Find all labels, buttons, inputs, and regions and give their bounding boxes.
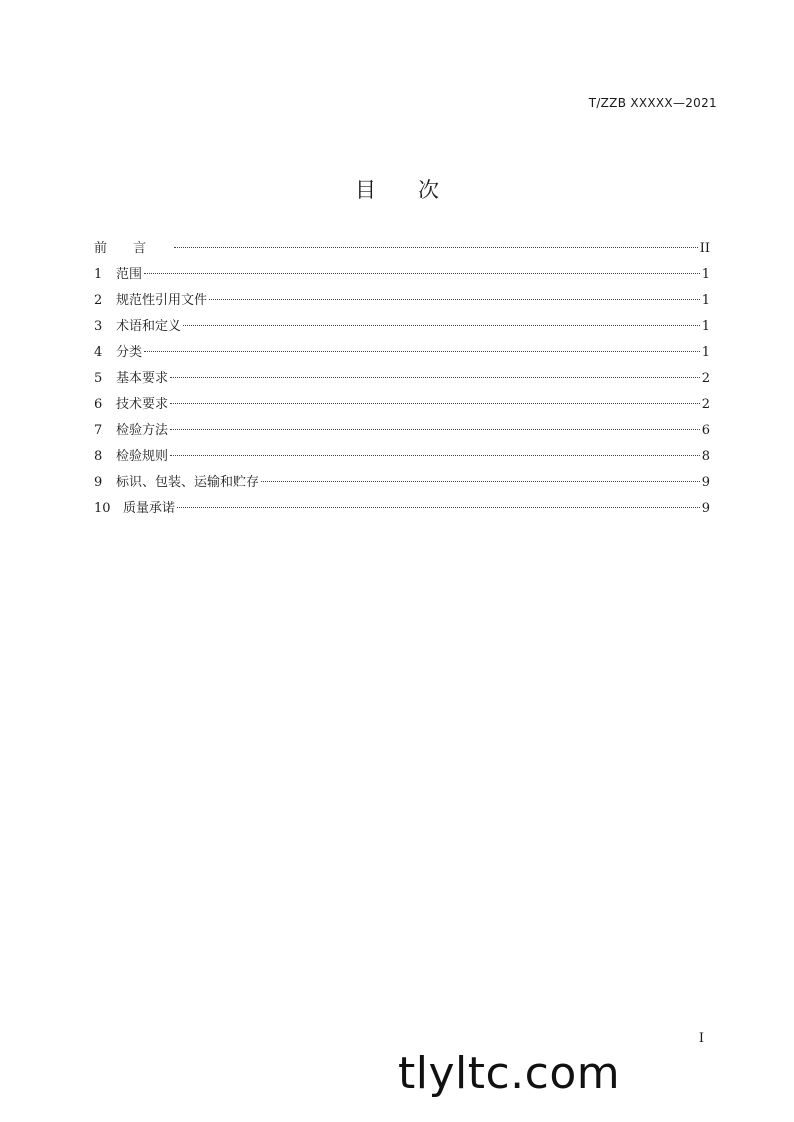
toc-entry-label: 检验规则 (116, 449, 169, 464)
toc-leader-dots (209, 299, 700, 300)
toc-entry-scope[interactable] (94, 262, 710, 288)
toc-leader-dots (170, 377, 700, 378)
toc-entry-label: 技术要求 (116, 397, 169, 412)
toc-entry-number: 4 (94, 345, 103, 360)
toc-entry-label: 质量承诺 (123, 501, 176, 516)
toc-entry-page: 8 (701, 449, 710, 464)
toc-leader-dots (170, 429, 700, 430)
page-number: I (698, 1031, 704, 1046)
toc-entry-page: 1 (701, 293, 710, 308)
toc-entry-page: 1 (701, 319, 710, 334)
toc-leader-dots (261, 481, 700, 482)
toc-leader-dots (170, 403, 700, 404)
toc-entry-terms-definitions[interactable] (94, 314, 710, 340)
toc-entry-page: 2 (701, 397, 710, 412)
toc-entry-number: 6 (94, 397, 103, 412)
toc-leader-dots (174, 247, 698, 248)
toc-entry-technical-requirements[interactable] (94, 392, 710, 418)
toc-entry-test-methods[interactable] (94, 418, 710, 444)
toc-entry-label: 范围 (116, 267, 143, 282)
toc-entry-number: 1 (94, 267, 103, 282)
toc-entry-page: 6 (701, 423, 710, 438)
toc-entry-page: 1 (701, 345, 710, 360)
toc-entry-label: 标识、包装、运输和贮存 (116, 475, 260, 490)
toc-entry-marking-packaging[interactable] (94, 470, 710, 496)
toc-entry-number: 8 (94, 449, 103, 464)
toc-entry-quality-commitment[interactable] (94, 496, 710, 522)
toc-entry-number: 2 (94, 293, 103, 308)
toc-entry-number: 10 (94, 501, 111, 516)
toc-entry-label: 基本要求 (116, 371, 169, 386)
toc-entry-label: 规范性引用文件 (116, 293, 208, 308)
toc-entry-label: 前言 (94, 241, 173, 256)
toc-entry-normative-references[interactable] (94, 288, 710, 314)
toc-entry-classification[interactable] (94, 340, 710, 366)
toc-entry-label: 分类 (116, 345, 143, 360)
toc-entry-number: 7 (94, 423, 103, 438)
toc-entry-number: 3 (94, 319, 103, 334)
toc-entry-page: 9 (701, 475, 710, 490)
toc-entry-page: II (699, 241, 710, 256)
toc-entry-label: 检验方法 (116, 423, 169, 438)
toc-entry-number: 5 (94, 371, 103, 386)
document-code: T/ZZB XXXXX—2021 (588, 96, 717, 110)
toc-entry-page: 9 (701, 501, 710, 516)
toc-entry-foreword[interactable] (94, 236, 710, 262)
toc-leader-dots (177, 507, 700, 508)
toc-entry-page: 1 (701, 267, 710, 282)
toc-title: 目次 (355, 178, 481, 202)
toc-leader-dots (170, 455, 700, 456)
toc-leader-dots (144, 351, 700, 352)
toc-leader-dots (144, 273, 700, 274)
toc-entry-basic-requirements[interactable] (94, 366, 710, 392)
toc-entry-page: 2 (701, 371, 710, 386)
toc-entry-inspection-rules[interactable] (94, 444, 710, 470)
watermark: tlyltc.com (398, 1048, 621, 1099)
table-of-contents (94, 236, 710, 522)
toc-leader-dots (183, 325, 700, 326)
toc-entry-number: 9 (94, 475, 103, 490)
toc-entry-label: 术语和定义 (116, 319, 182, 334)
